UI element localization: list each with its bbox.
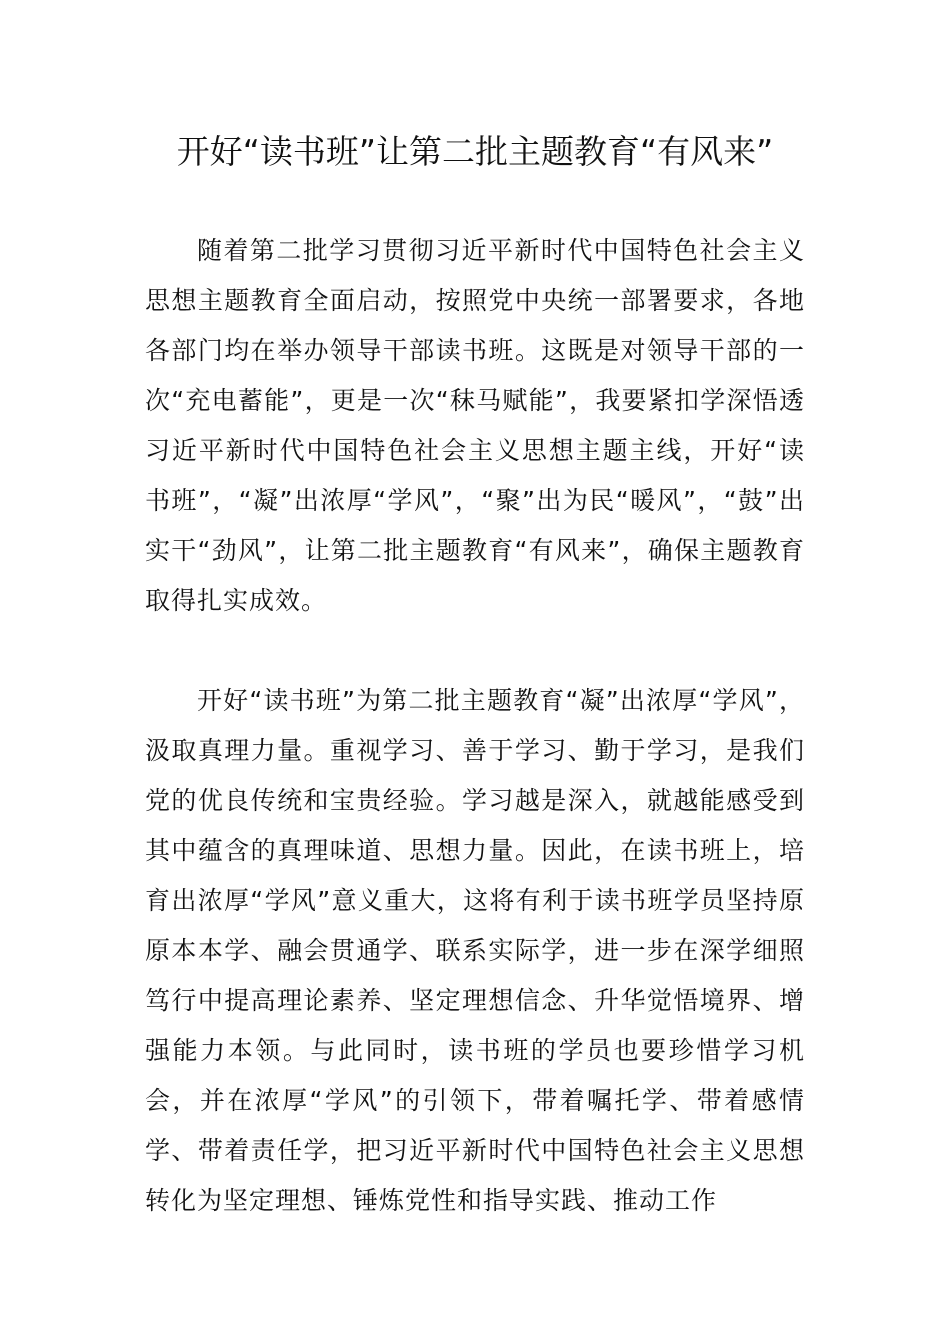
document-title: 开好“读书班”让第二批主题教育“有风来”: [176, 132, 774, 171]
body-paragraph-1: 随着第二批学习贯彻习近平新时代中国特色社会主义思想主题教育全面启动，按照党中央统一部署要求，各地各部门均在举办领导干部读书班。这既是对领导干部的一次“充电蓄能”，更是一次“秣马赋能”，我要紧扣学深悟透习近平新时代中国特色社会主义思想主题主线，开好“读书班”，“凝”出浓厚“学风”，“聚”出为民“暖风”，“鼓”出实干“劲风”，让第二批主题教育“有风来”，确保主题教育取得扎实成效。: [145, 236, 805, 615]
body-paragraph-2: 开好“读书班”为第二批主题教育“凝”出浓厚“学风”，汲取真理力量。重视学习、善于学习、勤于学习，是我们党的优良传统和宝贵经验。学习越是深入，就越能感受到其中蕴含的真理味道、思想力量。因此，在读书班上，培育出浓厚“学风”意义重大，这将有利于读书班学员坚持原原本本学、融会贯通学、联系实际学，进一步在深学细照笃行中提高理论素养、坚定理想信念、升华觉悟境界、增强能力本领。与此同时，读书班的学员也要珍惜学习机会，并在浓厚“学风”的引领下，带着嘱托学、带着感情学、带着责任学，把习近平新时代中国特色社会主义思想转化为坚定理想、锤炼党性和指导实践、推动工作: [145, 686, 805, 1215]
